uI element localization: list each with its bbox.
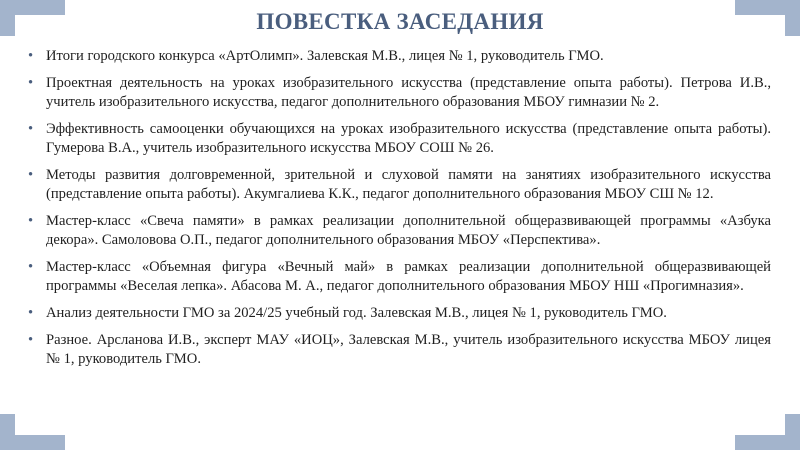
bullet-icon: • [28,259,34,275]
bullet-icon: • [28,213,34,229]
agenda-item-text: Итоги городского конкурса «АртОлимп». Залевская М.В., лицея № 1, руководитель ГМО. [46,48,604,64]
bullet-icon: • [28,48,34,64]
agenda-item [28,47,771,66]
agenda-item [28,258,771,296]
corner-accent-bottom-left-vertical [0,414,15,450]
bullet-icon: • [28,305,34,321]
agenda-item-text: Эффективность самооценки обучающихся на уроках изобразительного искусства (представление опыта работы). Гумерова В.А., учитель изобразительного искусства МБОУ СОШ № 26. [46,121,771,156]
agenda-item [28,331,771,369]
slide-title: ПОВЕСТКА ЗАСЕДАНИЯ [256,9,544,34]
agenda-item [28,120,771,158]
bullet-icon: • [28,167,34,183]
agenda-item-text: Мастер-класс «Объемная фигура «Вечный май» в рамках реализации дополнительной общеразвивающей программы «Веселая лепка». Абасова М. А., педагог дополнительного образования МБОУ НШ «Прогимназия». [46,259,771,294]
agenda-item-text: Разное. Арсланова И.В., эксперт МАУ «ИОЦ», Залевская М.В., учитель изобразительного искусства МБОУ лицея № 1, руководитель ГМО. [46,332,771,367]
bullet-icon: • [28,121,34,137]
corner-accent-bottom-right-vertical [785,414,800,450]
agenda-item [28,74,771,112]
agenda-item [28,304,771,323]
bullet-icon: • [28,75,34,91]
agenda-item-text: Мастер-класс «Свеча памяти» в рамках реализации дополнительной общеразвивающей программы «Азбука декора». Самоловова О.П., педагог дополнительного образования МБОУ «Перспектива». [46,213,771,248]
agenda-list [28,47,771,377]
agenda-item-text: Методы развития долговременной, зрительной и слуховой памяти на занятиях изобразительного искусства (представление опыта работы). Акумгалиева К.К., педагог дополнительного образования МБОУ СШ № 12. [46,167,771,202]
agenda-item-text: Проектная деятельность на уроках изобразительного искусства (представление опыта работы). Петрова И.В., учитель изобразительного искусства, педагог дополнительного образования МБОУ гимназии № 2. [46,75,771,110]
agenda-item [28,212,771,250]
agenda-item-text: Анализ деятельности ГМО за 2024/25 учебный год. Залевская М.В., лицея № 1, руководитель ГМО. [46,305,667,321]
agenda-item [28,166,771,204]
bullet-icon: • [28,332,34,348]
